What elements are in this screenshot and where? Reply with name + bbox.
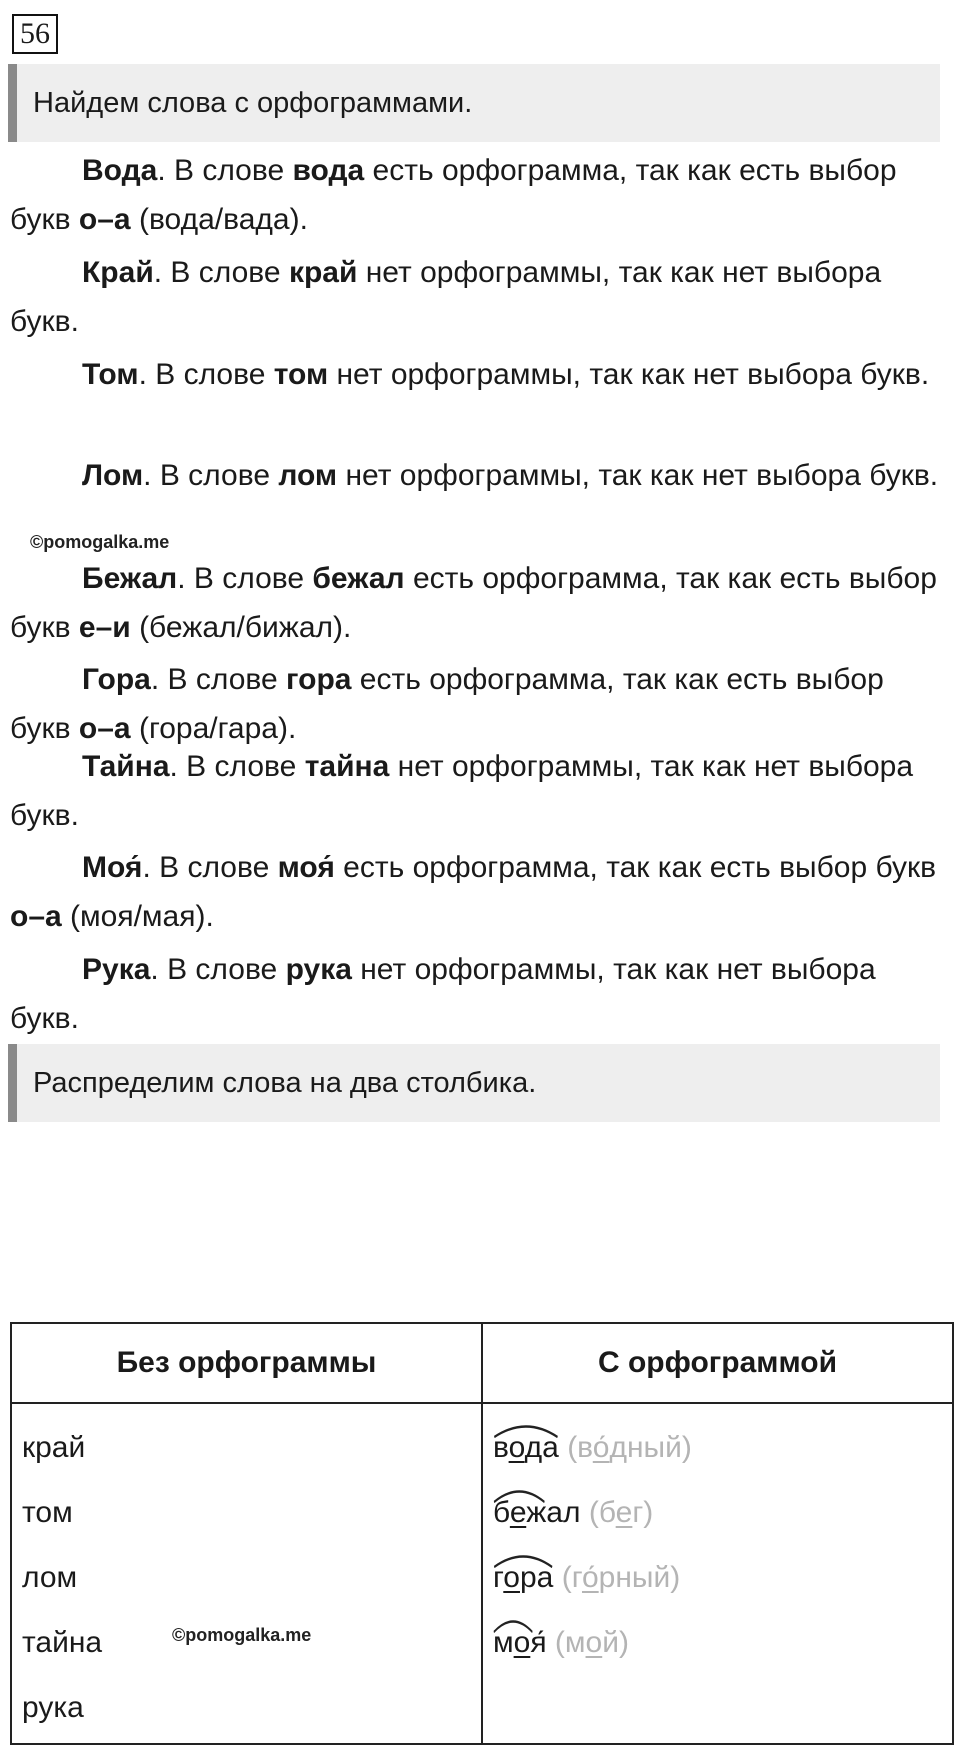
root-arc-icon bbox=[493, 1487, 545, 1503]
list-item bbox=[493, 1418, 952, 1483]
check-word: (во́дный) bbox=[567, 1431, 692, 1464]
watermark: ©pomogalka.me bbox=[30, 532, 170, 552]
word-with-root-arc: бежал bbox=[493, 1483, 580, 1543]
exercise-number: 56 bbox=[12, 14, 58, 54]
root-arc-icon bbox=[493, 1552, 553, 1568]
paragraph-ruka: Рука. В слове рука нет орфограммы, так как нет выбора букв. bbox=[10, 953, 876, 1035]
header-no-orthogram: Без орфограммы bbox=[11, 1323, 482, 1403]
column-with-orthogram bbox=[482, 1403, 953, 1744]
list-item: край bbox=[22, 1431, 86, 1464]
list-item bbox=[493, 1483, 952, 1548]
table-header-row bbox=[11, 1323, 953, 1403]
words-table bbox=[10, 1322, 954, 1745]
paragraph-lom: Лом. В слове лом нет орфограммы, так как нет выбора букв. bbox=[82, 459, 939, 492]
list-item: лом bbox=[22, 1561, 78, 1594]
root-arc-icon bbox=[493, 1617, 533, 1633]
section-banner-distribute: Распределим слова на два столбика. bbox=[8, 1044, 940, 1122]
list-item: том bbox=[22, 1496, 73, 1529]
check-word: (мой) bbox=[554, 1626, 629, 1659]
list-item: рука bbox=[22, 1691, 84, 1724]
paragraph-kraj: Край. В слове край нет орфограммы, так как нет выбора букв. bbox=[10, 256, 882, 338]
check-word: (бег) bbox=[588, 1496, 654, 1529]
word-with-root-arc: гора bbox=[493, 1548, 553, 1608]
header-with-orthogram: С орфограммой bbox=[482, 1323, 953, 1403]
check-word: (го́рный) bbox=[561, 1561, 681, 1594]
column-no-orthogram bbox=[11, 1403, 482, 1744]
word-with-root-arc: моя́ bbox=[493, 1613, 547, 1673]
root-arc-icon bbox=[493, 1422, 559, 1438]
word-with-root-arc: вода bbox=[493, 1418, 559, 1478]
paragraph-bezhal: Бежал. В слове бежал есть орфограмма, так как есть выбор букв е–и (бежал/бижал). bbox=[10, 562, 937, 644]
paragraph-voda: Вода. В слове вода есть орфограмма, так как есть выбор букв о–а (вода/вада). bbox=[10, 154, 897, 236]
section-banner-find: Найдем слова с орфограммами. bbox=[8, 64, 940, 142]
paragraph-tajna: Тайна. В слове тайна нет орфограммы, так как нет выбора букв. bbox=[10, 750, 914, 832]
paragraph-gora: Гора. В слове гора есть орфограмма, так как есть выбор букв о–а (гора/гара). bbox=[10, 663, 884, 745]
watermark: ©pomogalka.me bbox=[172, 1625, 312, 1645]
list-item bbox=[493, 1548, 952, 1613]
paragraph-moya: Моя́. В слове моя́ есть орфограмма, так как есть выбор букв о–а (моя/мая). bbox=[10, 851, 937, 933]
list-item bbox=[493, 1613, 952, 1678]
table-body-row bbox=[11, 1403, 953, 1744]
list-item: тайна ©pomogalka.me bbox=[22, 1613, 481, 1678]
paragraph-tom: Том. В слове том нет орфограммы, так как нет выбора букв. bbox=[82, 358, 930, 391]
